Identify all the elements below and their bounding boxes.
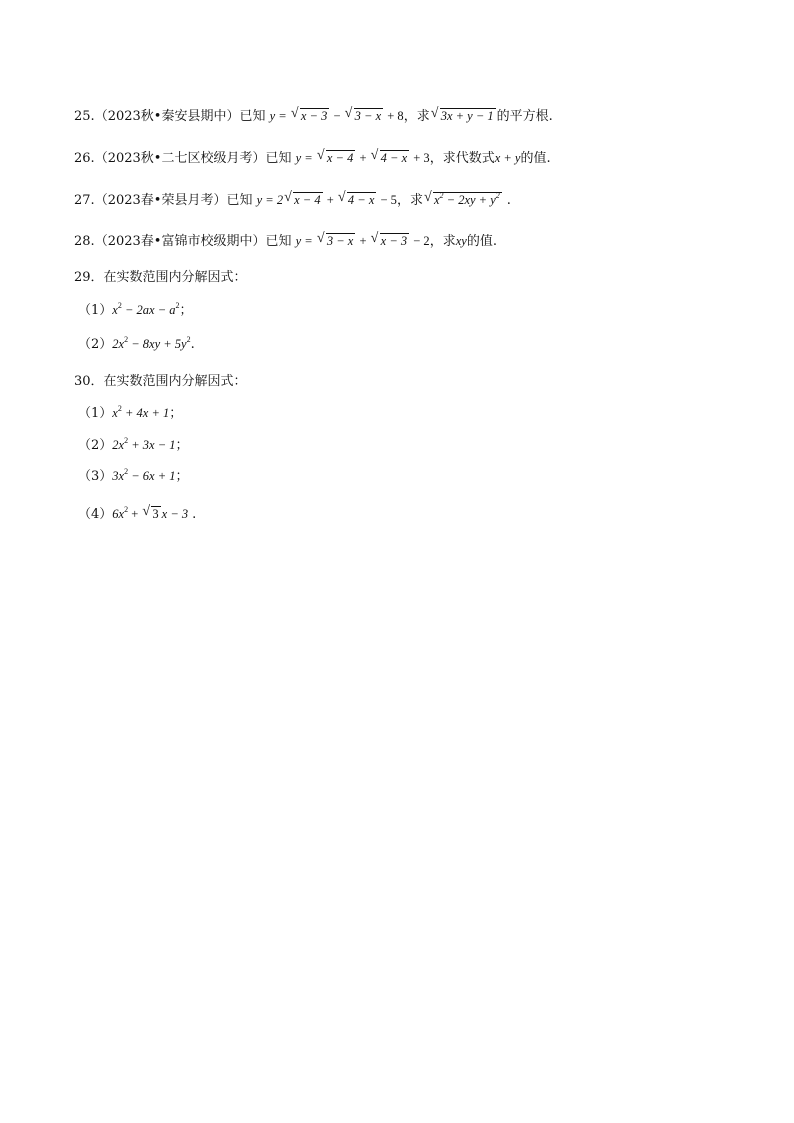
problem-number: 27. <box>74 193 95 208</box>
problem-mid: ，求 <box>403 109 430 124</box>
radicand: 3 <box>152 507 159 521</box>
radical-sign: √ <box>316 231 325 246</box>
radical-sign: √ <box>370 148 379 163</box>
problem-lead: 已知 <box>265 151 292 166</box>
radicand: x − 3 <box>380 234 408 248</box>
radical-sign: √ <box>290 106 299 121</box>
radicand: 3x + y − 1 <box>440 109 494 123</box>
radical-2 <box>371 231 409 251</box>
radicand <box>433 192 502 208</box>
problem-lead: 已知 <box>265 234 292 249</box>
problem-28 <box>74 231 497 251</box>
part-end: . <box>190 337 195 352</box>
radical-2 <box>371 148 409 168</box>
equation-lhs: y = <box>295 234 316 248</box>
exponent: 2 <box>117 301 122 310</box>
problem-30-title: 30．在实数范围内分解因式： <box>74 374 247 389</box>
operator: + <box>323 193 337 207</box>
expression-part: + 4x + 1 <box>121 406 170 420</box>
radical-target <box>431 106 496 126</box>
equation-lhs: y = 2 <box>256 193 284 207</box>
problem-source: （2023春•富锦市校级期中） <box>94 234 266 249</box>
part-end: . <box>192 507 197 522</box>
problem-source: （2023秋•秦安县期中） <box>94 109 240 124</box>
radicand: x − 4 <box>294 193 321 207</box>
part-end: ； <box>179 303 193 318</box>
radical-2 <box>338 190 376 210</box>
problem-end: 的平方根. <box>496 109 553 124</box>
radical-1 <box>317 148 355 168</box>
problem-29-title: 29．在实数范围内分解因式： <box>74 270 247 285</box>
expression-part: 6x <box>112 507 125 521</box>
problem-end: . <box>506 193 511 208</box>
equation-lhs: y = <box>295 151 316 165</box>
equation-tail: − 2 <box>410 234 430 248</box>
problem-30-part-1 <box>78 403 182 423</box>
radical-2 <box>345 106 383 126</box>
part-end: ； <box>175 438 189 453</box>
radical-1 <box>317 231 355 251</box>
exponent: 2 <box>124 467 129 476</box>
equation-lhs: y = <box>269 109 290 123</box>
equation-tail: + 3 <box>410 151 430 165</box>
radical-sign: √ <box>370 231 379 246</box>
problem-lead: 已知 <box>226 193 253 208</box>
problem-30-part-4 <box>78 504 196 524</box>
problem-25 <box>74 106 553 126</box>
expression-part: 3x <box>112 469 125 483</box>
equation-tail: + 8 <box>384 109 404 123</box>
problem-29-part-1 <box>78 300 193 320</box>
radical-3 <box>142 504 160 524</box>
equation-tail: − 5 <box>377 193 397 207</box>
exponent: 2 <box>124 335 129 344</box>
exponent: 2 <box>117 404 122 413</box>
radicand: x − 3 <box>300 109 328 123</box>
part-label: （1） <box>78 303 113 318</box>
expression-part: − 8xy + 5y <box>128 337 187 351</box>
problem-29-part-2 <box>78 334 195 354</box>
part-end: ； <box>169 406 183 421</box>
problem-mid: ，求代数式 <box>429 151 495 166</box>
expression-part: x − 3 <box>161 507 189 521</box>
radicand: 3 − x <box>326 234 354 248</box>
part-label: （2） <box>78 337 113 352</box>
problem-mid: ，求 <box>429 234 456 249</box>
part-label: （1） <box>78 406 113 421</box>
exponent: 2 <box>175 301 180 310</box>
problem-27 <box>74 190 511 210</box>
radical-target <box>424 190 502 210</box>
expression-part: − 2ax − a <box>121 303 176 317</box>
problem-number: 28. <box>74 234 95 249</box>
expression-target: xy <box>455 234 467 248</box>
expression-part: x <box>112 303 118 317</box>
expression-part: 2x <box>112 438 125 452</box>
expression-part: 2x <box>112 337 125 351</box>
problem-number: 26. <box>74 151 95 166</box>
radical-sign: √ <box>337 190 346 205</box>
radical-1 <box>291 106 329 126</box>
operator: − <box>330 109 344 123</box>
expression-part: − 6x + 1 <box>128 469 176 483</box>
radical-sign: √ <box>142 504 151 519</box>
exponent: 2 <box>495 191 500 200</box>
problem-30-part-3 <box>78 466 189 486</box>
radicand-part: − 2xy + y <box>443 193 496 207</box>
radicand: 4 − x <box>347 193 375 207</box>
radical-sign: √ <box>430 106 439 121</box>
part-label: （4） <box>78 507 113 522</box>
expression-target: x + y <box>494 151 521 165</box>
radicand: 4 − x <box>380 151 408 165</box>
radicand: x − 4 <box>326 151 354 165</box>
problem-mid: ，求 <box>396 193 423 208</box>
part-label: （3） <box>78 469 113 484</box>
exponent: 2 <box>124 436 129 445</box>
radical-sign: √ <box>344 106 353 121</box>
problem-30-part-2 <box>78 435 189 455</box>
problem-source: （2023春•荣县月考） <box>94 193 227 208</box>
radical-sign: √ <box>423 190 432 205</box>
expression-part: + 3x − 1 <box>128 438 176 452</box>
part-label: （2） <box>78 438 113 453</box>
problem-source: （2023秋•二七区校级月考） <box>94 151 266 166</box>
problem-26 <box>74 148 551 168</box>
radicand-part: x <box>433 193 440 207</box>
radical-1 <box>284 190 322 210</box>
operator: + <box>356 151 370 165</box>
problem-end: 的值. <box>520 151 551 166</box>
problem-number: 25. <box>74 109 95 124</box>
exponent: 2 <box>439 191 444 200</box>
problem-end: 的值. <box>466 234 497 249</box>
problem-lead: 已知 <box>239 109 266 124</box>
radical-sign: √ <box>284 190 292 205</box>
exponent: 2 <box>186 335 191 344</box>
operator: + <box>128 507 142 521</box>
part-end: ； <box>175 469 189 484</box>
radicand: 3 − x <box>354 109 382 123</box>
exponent: 2 <box>124 505 129 514</box>
expression-part: x <box>112 406 118 420</box>
radical-sign: √ <box>316 148 325 163</box>
operator: + <box>356 234 370 248</box>
